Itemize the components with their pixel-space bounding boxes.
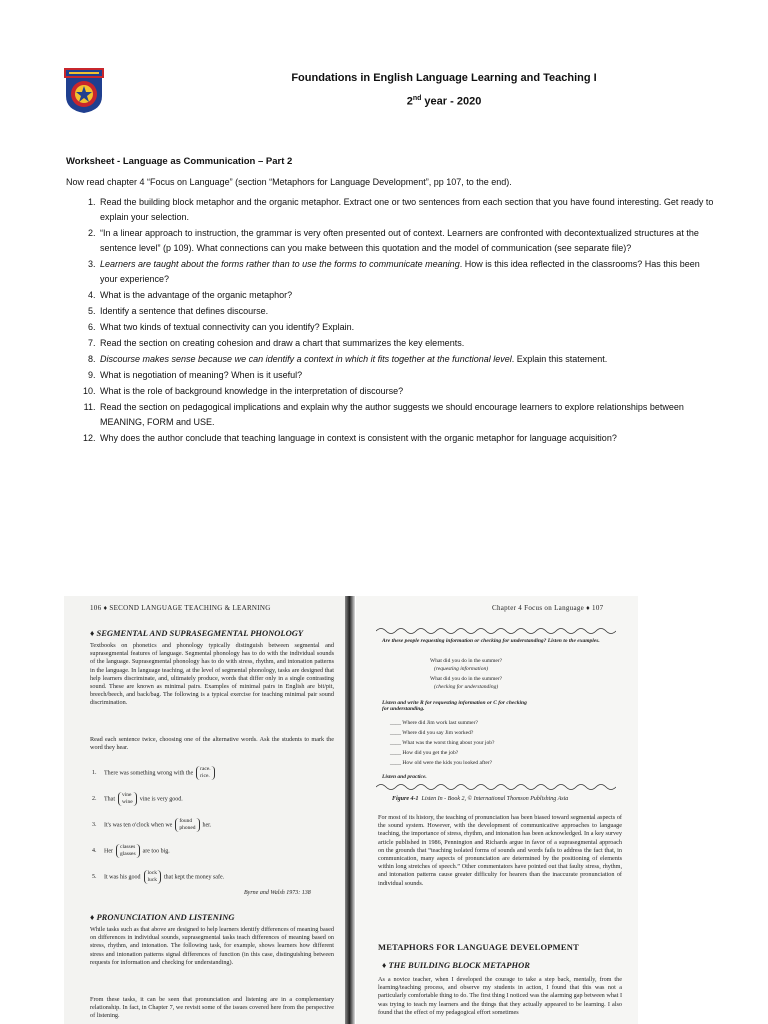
question-item: 8. Discourse makes sense because we can identify a context in which it fits together at the functional level. Explain this statement.: [98, 352, 718, 367]
paragraph: While tasks such as that above are designed to help learners identify differences of meaning based on differences in individual sounds, suprasegmental tasks teach differences of meaning based on stress, rhythm, and intonation. The following task, for example, shows learners how different stress and intonation patterns signal differences of function (in this case, distinguishing between requests for information and checking for understanding).: [90, 926, 334, 966]
paragraph: For most of its history, the teaching of pronunciation has been biased toward segmental aspects of the sound system. However, with the development of communicative approaches to language teaching, the importance of stress, rhythm, and intonation has been acknowledged. In a key survey article published in 1986, Pennington and Richards argue in favor of a suprasegmental approach on the grounds that “teaching isolated forms of sounds and words fails to address the fact that, in communication, many aspects of pronunciation are determined by the positioning of elements within long stretches of speech.” Other commentators have pointed out that faulty stress, rhythm, and intonation patterns cause greater difficulty for hearers than the inaccurate pronunciation of individual sounds.: [378, 814, 622, 887]
section-heading-metaphors: METAPHORS FOR LANGUAGE DEVELOPMENT: [378, 942, 579, 952]
figure-instruction: Are these people requesting information or checking for understanding? Listen to the examples.: [382, 638, 600, 644]
paragraph: Read each sentence twice, choosing one of the alternative words. Ask the students to mark the word they hear.: [90, 736, 334, 752]
exercise-item: 5. It was his goodlock luck that kept the money safe.: [92, 870, 225, 883]
scanned-page-left: [64, 596, 346, 1024]
exercise-item: 2. Thatvine wine vine is very good.: [92, 792, 183, 805]
running-head-left: 106 ♦ SECOND LANGUAGE TEACHING & LEARNING: [90, 604, 271, 612]
question-list: [78, 195, 718, 447]
running-head-right: Chapter 4 Focus on Language ♦ 107: [492, 604, 604, 612]
figure-instruction: Listen and write R for requesting information or C for checking for understanding.: [382, 700, 527, 712]
exercise-item: 3. It's was ten o'clock when wefound phoned her.: [92, 818, 212, 831]
question-item: 5. Identify a sentence that defines discourse.: [98, 304, 718, 319]
paragraph: From these tasks, it can be seen that pronunciation and listening are in a complementary relationship. In fact, in Chapter 7, we revisit some of the issues covered here from the perspective of listening.: [90, 996, 334, 1020]
scanned-page-right: [356, 596, 638, 1024]
paragraph: Textbooks on phonetics and phonology typically distinguish between segmental and suprasegmental features of language. Segmental phonology has to do with the individual sounds of the language. Suprasegmental phonology has to do with stress, rhythm, and intonation patterns in the language. In language teaching, at the level of segmental phonology, tasks are designed that help learners discriminate, and, ultimately produce, words that differ only in a single contrasting sound. These are known as minimal pairs. Examples of minimal pairs in English are bit/pit, breech/beech, and back/bag. The following is a typical exercise for teaching minimal pair sound discrimination.: [90, 642, 334, 707]
figure-example: What did you do in the summer?: [430, 676, 503, 682]
book-spine: [345, 596, 355, 1024]
question-item: 11. Read the section on pedagogical implications and explain why the author suggests we should encourage learners to explore relationships between MEANING, FORM and USE.: [98, 400, 718, 430]
question-item: 7. Read the section on creating cohesion and draw a chart that summarizes the key elements.: [98, 336, 718, 351]
question-item: 12. Why does the author conclude that teaching language in context is consistent with the organic metaphor for language acquisition?: [98, 431, 718, 446]
question-item: 2. “In a linear approach to instruction, the grammar is very often presented out of context. Learners are confronted with decontextualized structures at the sentence level” (p 109). What connections can you make between this quotation and the model of communication (see separate file)?: [98, 226, 718, 256]
question-item: 4. What is the advantage of the organic metaphor?: [98, 288, 718, 303]
figure-example-note: (checking for understanding): [434, 684, 499, 690]
figure-instruction: Listen and practice.: [382, 774, 427, 780]
section-heading-building-block: ♦ THE BUILDING BLOCK METAPHOR: [382, 960, 530, 970]
worksheet-heading: Worksheet - Language as Communication – Part 2: [66, 156, 293, 167]
worksheet-intro: Now read chapter 4 “Focus on Language” (section “Metaphors for Language Development”, pp 107, to the end).: [66, 177, 512, 187]
section-heading-phonology: ♦ SEGMENTAL AND SUPRASEGMENTAL PHONOLOGY: [90, 628, 304, 638]
figure-item: ____ Where did you say Jim worked?: [390, 730, 474, 736]
document-subtitle: 2nd year - 2020: [406, 95, 482, 108]
source-citation: Byrne and Walsh 1973: 138: [244, 890, 311, 896]
question-item: 3. Learners are taught about the forms rather than to use the forms to communicate meaning. How is this idea reflected in the classrooms? Has this been your experience?: [98, 257, 718, 287]
figure-wave-border: [376, 782, 616, 792]
figure-item: ____ Where did Jim work last summer?: [390, 720, 478, 726]
figure-example-note: (requesting information): [434, 666, 489, 672]
figure-example: What did you do in the summer?: [430, 658, 503, 664]
question-item: 9. What is negotiation of meaning? When is it useful?: [98, 368, 718, 383]
document-title: Foundations in English Language Learning and Teaching I: [291, 72, 597, 84]
figure-item: ____ How did you get the job?: [390, 750, 459, 756]
exercise-item: 4. Herclasses glasses are too big.: [92, 844, 170, 857]
question-item: 1. Read the building block metaphor and the organic metaphor. Extract one or two sentences from each section that you have found interesting. Get ready to explain your selection.: [98, 195, 718, 225]
section-heading-pronunciation: ♦ PRONUNCIATION AND LISTENING: [90, 912, 235, 922]
exercise-item: 1. There was something wrong with therace. rice.: [92, 766, 218, 780]
question-item: 10. What is the role of background knowledge in the interpretation of discourse?: [98, 384, 718, 399]
figure-item: ____ How old were the kids you looked after?: [390, 760, 493, 766]
figure-caption: Figure 4-1 Listen In - Book 2, © International Thomson Publishing Asia: [392, 796, 569, 802]
question-item: 6. What two kinds of textual connectivity can you identify? Explain.: [98, 320, 718, 335]
paragraph: As a novice teacher, when I developed the courage to take a step back, mentally, from the learning/teaching process, and observe my students in action, I found that this was not a particularly comfortable thing to do. The first thing I noticed was the alarming gap between what I was trying to teach my learners and the things that they actually appeared to be learning. I also found that the effect of my pedagogical effort sometimes: [378, 976, 622, 1016]
figure-item: ____ What was the worst thing about your job?: [390, 740, 495, 746]
figure-wave-border: [376, 626, 616, 636]
